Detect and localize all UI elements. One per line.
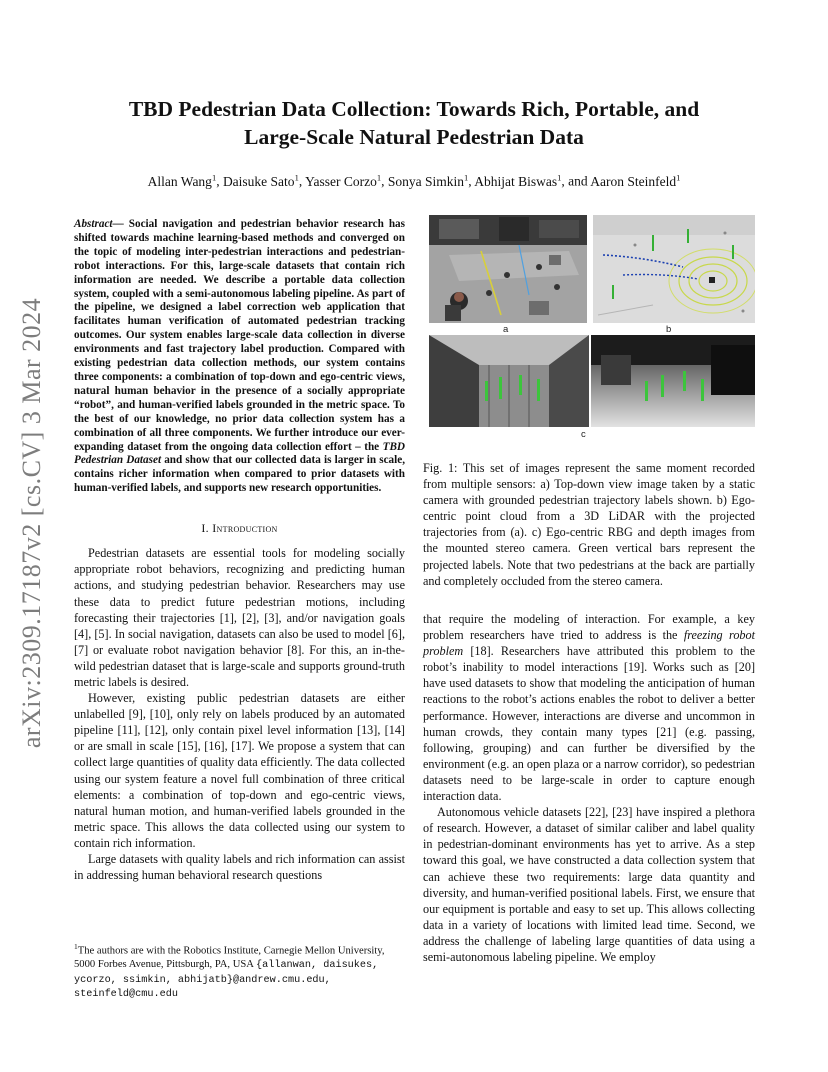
left-column <box>74 218 405 883</box>
paragraph: However, existing public pedestrian datasets are either unlabelled [9], [10], only rely on labels produced by an automated pipeline [11], [12], only contain pixel level information [13], [14] or are small in scale [15], [16], [17]. We propose a system that can collect large quantities of quality data efficiently. The data collected using our system feature a novel full combination of three critical elements: a combination of top-down and ego-centric views, natural human motion, and human-verified labels grounded in the metric space. This allows the data collected using our system to contain rich information. <box>74 691 405 850</box>
abstract-text: Social navigation and pedestrian behavior research has shifted towards machine learning-based methods and converged on the topic of modeling inter-pedestrian interactions and pedestrian-robot interactions. For this, large-scale datasets that contain rich information are needed. We describe a portable data collection system, coupled with a semi-autonomous labeling pipeline. As part of the pipeline, we designed a label correction web application that facilitates human verification of automated pedestrian tracking outcomes. Our system enables large-scale data collection in diverse environments and fast trajectory label production. Compared with existing pedestrian data collection methods, our system contains three components: a combination of top-down and ego-centric views, natural human behavior in the presence of a socially appropriate “robot”, and human-verified labels grounded in the metric space. To the best of our knowledge, no prior data collection system has a combination of all three components. We further introduce our ever-expanding dataset from the ongoing data collection effort – the <box>74 218 405 453</box>
author-list: Allan Wang$^1$, Daisuke Sato$^1$, Yasser Corzo$^1$, Sonya Simkin$^1$, Abhijat Biswas$^1$, and Aaron Steinfeld$^1$ <box>147 172 681 189</box>
paragraph: Autonomous vehicle datasets [22], [23] have inspired a plethora of research. However, a dataset of similar caliber and label quality in pedestrian-dominant environments has yet to arrive. As a step toward this goal, we have constructed a data collection system that can achieve these two requirements: large data quantity and diversity, and human-verified positional labels. First, we ensure that our equipment is portable and easy to set up. This allows collecting data in a variety of locations with limited lead time. Second, we address the challenge of labeling large quantities of data using a semi-autonomous labeling pipeline. We employ <box>423 805 755 964</box>
figure-image-c-depth <box>591 335 755 427</box>
abstract: Abstract— Social navigation and pedestrian behavior research has shifted towards machine learning-based methods and converged on the topic of modeling inter-pedestrian interactions and pedestrian-robot interactions. For this, large-scale datasets that contain rich information are needed. We describe a portable data collection system, coupled with a semi-autonomous labeling pipeline. As part of the pipeline, we designed a label correction web application that facilitates human verification of automated pedestrian tracking outcomes. Our system enables large-scale data collection in diverse environments and fast trajectory label production. Compared with existing pedestrian data collection methods, our system contains three components: a combination of top-down and ego-centric views, natural human behavior in the presence of a socially appropriate “robot”, and human-verified labels grounded in the metric space. To the best of our knowledge, no prior data collection system has a combination of all three components. We further introduce our ever-expanding dataset from the ongoing data collection effort – the TBD Pedestrian Dataset and show that our collected data is larger in scale, contains richer information when compared to prior datasets with human-verified labels, and supports new research opportunities. <box>74 218 406 495</box>
figure-1 <box>423 215 755 447</box>
section-heading-introduction: I. Introduction <box>201 521 278 536</box>
abstract-label: Abstract <box>74 218 113 230</box>
dataset-name: TBD Pedestrian Dataset <box>74 440 405 467</box>
author: Aaron Steinfeld$^1$ <box>590 172 681 189</box>
figure-label-a: a <box>503 324 509 335</box>
arxiv-stamp <box>14 288 50 758</box>
arxiv-stamp-text: arXiv:2309.17187v2 [cs.CV] 3 Mar 2024 <box>17 297 46 749</box>
figure-label-c: c <box>581 429 586 440</box>
author: Daisuke Sato$^1$ <box>222 172 299 189</box>
author: Yasser Corzo$^1$ <box>305 172 382 189</box>
title-line-1: TBD Pedestrian Data Collection: Towards Rich, Portable, and <box>128 97 700 121</box>
paper-title <box>80 95 748 151</box>
paragraph: Pedestrian datasets are essential tools for modeling socially appropriate robot behaviors, recognizing and predicting human actions, and studying pedestrian behavior. Researchers may use these data to predict future pedestrian motions, including forecasting their trajectories [1], [2], [3], and/or navigation goals [4], [5]. In social navigation, datasets can also be used to model [6], [7] or evaluate robot navigation behavior [8]. For this, an in-the-wild pedestrian dataset that is large-scale and supports ground-truth metric labels is desired. <box>74 546 405 689</box>
freezing-robot-problem: freezing robot problem <box>423 628 755 659</box>
figure-caption: Fig. 1: This set of images represent the same moment recorded from multiple sensors: a) Top-down view image taken by a static camera with grounded pedestrian trajectory labels shown. b) Ego-centric point cloud from a 3D LiDAR with the projected trajectories from (a). c) Ego-centric RBG and depth images from the mounted stereo camera. Green vertical bars represent the projected labels. Note that two pedestrians at the back are partially and completely occluded from the stereo camera. <box>423 461 755 588</box>
figure-label-b: b <box>666 324 672 335</box>
paragraph: Large datasets with quality labels and rich information can assist in addressing human behavioral research questions <box>74 852 405 883</box>
figure-image-b-lidar-point-cloud <box>593 215 755 323</box>
author: Allan Wang$^1$ <box>147 172 217 189</box>
footnote: $^1$The authors are with the Robotics Institute, Carnegie Mellon University, 5000 Forbes Avenue, Pittsburgh, PA, USA {allanwan, daisukes, ycorzo, ssimkin, abhijatb}@andrew.cmu.edu, steinfeld@cmu.edu <box>74 942 385 1001</box>
figure-image-a-top-down-view <box>429 215 587 323</box>
figure-image-c-stereo-rgb <box>429 335 589 427</box>
paragraph: that require the modeling of interaction. For example, a key problem researchers have tried to address is the freezing robot problem [18]. Researchers have attributed this problem to the robot’s inability to model interactions [19]. Works such as [20] have used datasets to show that modeling the anticipation of human reactions to the robot’s actions enables the robot to deliver a better performance. However, interactions are diverse and uncommon in human crowds, they contain many types [21] (e.g. passing, following, grouping) and can further be diversified by the environment (e.g. an open plaza or a narrow corridor), so pedestrian datasets need to be large-scale in order to capture enough interaction data. <box>423 612 755 804</box>
author-emails: {allanwan, daisukes, ycorzo, ssimkin, abhijatb}@andrew.cmu.edu, steinfeld@cmu.edu <box>74 960 379 1001</box>
title-line-2: Large-Scale Natural Pedestrian Data <box>244 125 584 149</box>
author: Sonya Simkin$^1$ <box>387 172 469 189</box>
right-column <box>423 611 755 965</box>
author: Abhijat Biswas$^1$ <box>474 172 562 189</box>
